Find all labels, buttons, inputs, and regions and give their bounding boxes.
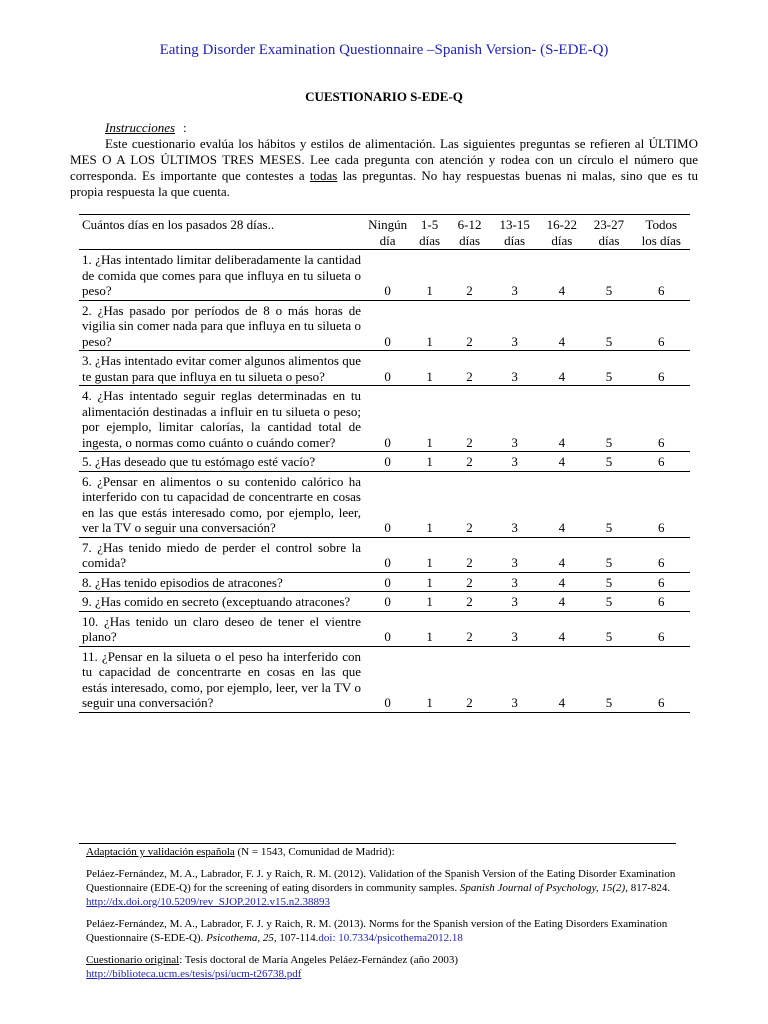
- response-option[interactable]: 5: [605, 283, 613, 298]
- reference-1-link[interactable]: http://dx.doi.org/10.5209/rev_SJOP.2012.v15.n2.38893: [86, 896, 330, 908]
- response-option[interactable]: 3: [511, 283, 518, 298]
- response-option[interactable]: 4: [558, 333, 566, 349]
- response-option[interactable]: 1: [426, 368, 433, 384]
- question-text: 5. ¿Has deseado que tu estómago esté vacío?: [82, 454, 316, 469]
- response-option[interactable]: 2: [466, 574, 473, 590]
- response-option[interactable]: 3: [511, 594, 518, 609]
- response-option[interactable]: 4: [558, 594, 566, 609]
- response-option[interactable]: 0: [384, 629, 391, 644]
- column-header: 23-27 días: [593, 217, 625, 248]
- table-row: [79, 250, 690, 301]
- table-row: [79, 611, 690, 646]
- reference-1: Peláez-Fernández, M. A., Labrador, F. J. y Raich, R. M. (2012). Validation of the Spanish Version of the Eating Disorder Examination Questionnaire (EDE-Q) for the screening of eating disorders in community samples. Spanish Journal of Psychology, 15(2), 817-824. http://dx.doi.org/10.5209/rev_SJOP.2012.v15.n2.38893: [86, 868, 676, 908]
- question-text: 2. ¿Has pasado por períodos de 8 o más horas de vigilia sin comer nada para que influya en tu silueta o peso?: [82, 302, 361, 349]
- response-option[interactable]: 3: [511, 454, 518, 469]
- response-option[interactable]: 4: [558, 555, 566, 570]
- table-header-row: [79, 215, 690, 250]
- response-option[interactable]: 0: [384, 695, 391, 710]
- response-option[interactable]: 3: [511, 555, 518, 570]
- response-option[interactable]: 5: [605, 454, 613, 469]
- response-option[interactable]: 1: [426, 283, 433, 298]
- response-option[interactable]: 3: [511, 333, 518, 349]
- response-option[interactable]: 1: [426, 574, 433, 590]
- response-option[interactable]: 2: [466, 368, 473, 384]
- response-option[interactable]: 2: [466, 594, 473, 609]
- response-option[interactable]: 1: [426, 695, 433, 710]
- response-option[interactable]: 1: [426, 594, 433, 609]
- response-option[interactable]: 0: [384, 368, 391, 384]
- response-option[interactable]: 1: [426, 520, 433, 535]
- response-option[interactable]: 6: [658, 368, 665, 384]
- response-option[interactable]: 0: [384, 594, 391, 609]
- response-option[interactable]: 1: [426, 454, 433, 469]
- response-option[interactable]: 6: [658, 555, 665, 570]
- question-text: 1. ¿Has intentado limitar deliberadamente la cantidad de comida que comes para que influya en tu silueta o peso?: [82, 252, 361, 298]
- response-option[interactable]: 0: [384, 454, 391, 469]
- adaptation-note: Adaptación y validación española (N = 1543, Comunidad de Madrid):: [86, 846, 395, 858]
- response-option[interactable]: 5: [605, 368, 613, 384]
- response-option[interactable]: 6: [658, 283, 665, 298]
- table-row: [79, 572, 690, 592]
- column-header: 13-15 días: [499, 217, 530, 248]
- response-option[interactable]: 2: [466, 520, 473, 535]
- table-row: [79, 386, 690, 452]
- response-option[interactable]: 4: [558, 454, 566, 469]
- reference-2-link[interactable]: doi: 10.7334/psicothema2012.18: [318, 932, 463, 944]
- response-option[interactable]: 0: [384, 283, 391, 298]
- response-option[interactable]: 3: [511, 629, 518, 644]
- instructions-underlined-word: todas: [309, 168, 338, 183]
- table-row: [79, 471, 690, 537]
- table-row: [79, 351, 690, 386]
- response-option[interactable]: 2: [466, 283, 473, 298]
- response-option[interactable]: 5: [605, 333, 613, 349]
- question-text: 8. ¿Has tenido episodios de atracones?: [82, 574, 283, 590]
- response-option[interactable]: 0: [384, 434, 391, 450]
- response-option[interactable]: 3: [511, 434, 518, 450]
- response-option[interactable]: 0: [384, 520, 391, 535]
- response-option[interactable]: 6: [658, 520, 665, 535]
- response-option[interactable]: 6: [658, 574, 665, 590]
- question-text: 7. ¿Has tenido miedo de perder el control sobre la comida?: [82, 539, 361, 570]
- response-option[interactable]: 5: [605, 695, 613, 710]
- table-row: [79, 300, 690, 351]
- response-option[interactable]: 5: [605, 574, 613, 590]
- question-text: 4. ¿Has intentado seguir reglas determinadas en tu alimentación destinadas a influir en tu silueta o peso; por ejemplo, limitar calorías, la cantidad total de ingesta, o normas como cuánto o cuándo comer?: [82, 388, 361, 450]
- response-option[interactable]: 0: [384, 555, 391, 570]
- response-option[interactable]: 2: [466, 333, 473, 349]
- response-option[interactable]: 4: [558, 368, 566, 384]
- response-option[interactable]: 2: [466, 629, 473, 644]
- response-option[interactable]: 1: [426, 434, 433, 450]
- instructions-text: [70, 136, 698, 200]
- response-option[interactable]: 5: [605, 555, 613, 570]
- reference-2: Peláez-Fernández, M. A., Labrador, F. J. y Raich, R. M. (2013). Norms for the Spanish version of the Eating Disorders Examination Questionnaire (S-EDE-Q). Psicothema, 25, 107-114.doi: 10.7334/psicothema2012.18: [86, 918, 668, 944]
- response-option[interactable]: 6: [658, 333, 665, 349]
- header-question: Cuántos días en los pasados 28 días..: [82, 217, 275, 232]
- response-option[interactable]: 0: [384, 333, 391, 349]
- question-text: 3. ¿Has intentado evitar comer algunos alimentos que te gustan para que influya en tu silueta o peso?: [82, 353, 361, 384]
- response-option[interactable]: 3: [511, 574, 518, 590]
- response-option[interactable]: 6: [658, 434, 665, 450]
- original-source-link[interactable]: http://biblioteca.ucm.es/tesis/psi/ucm-t26738.pdf: [86, 968, 302, 980]
- response-option[interactable]: 4: [558, 574, 566, 590]
- response-option[interactable]: 5: [605, 629, 613, 644]
- column-header: Todos los días: [641, 217, 681, 248]
- references-divider: [79, 843, 676, 844]
- response-option[interactable]: 2: [466, 555, 473, 570]
- response-option[interactable]: 2: [466, 434, 473, 450]
- instructions-label: Instrucciones: [105, 120, 176, 135]
- response-option[interactable]: 1: [426, 555, 433, 570]
- response-option[interactable]: 5: [605, 434, 613, 450]
- response-option[interactable]: 3: [511, 520, 518, 535]
- response-option[interactable]: 1: [426, 629, 433, 644]
- response-option[interactable]: 4: [558, 434, 566, 450]
- response-option[interactable]: 4: [558, 520, 566, 535]
- response-option[interactable]: 4: [558, 695, 566, 710]
- response-option[interactable]: 6: [658, 454, 665, 469]
- response-option[interactable]: 4: [558, 283, 566, 298]
- response-option[interactable]: 3: [511, 368, 518, 384]
- question-text: 11. ¿Pensar en la silueta o el peso ha interferido con tu capacidad de concentrarte en cosas en las que estás interesado, como, por ejemplo, leer, ver la TV o seguir una conversación?: [82, 648, 361, 710]
- instructions-text-part2: las preguntas. No hay respuestas buenas ni malas, sino que es tu propia respuesta la que cuenta.: [70, 168, 698, 199]
- response-option[interactable]: 6: [658, 695, 665, 710]
- table-row: [79, 646, 690, 712]
- original-source: Cuestionario original: Tesis doctoral de María Angeles Peláez-Fernández (año 2003) http://biblioteca.ucm.es/tesis/psi/ucm-t26738.pdf: [86, 954, 459, 980]
- response-option[interactable]: 6: [658, 594, 665, 609]
- question-text: 9. ¿Has comido en secreto (exceptuando atracones?: [82, 594, 351, 609]
- response-option[interactable]: 2: [466, 695, 473, 710]
- instructions: [70, 120, 698, 200]
- response-option[interactable]: 6: [658, 629, 665, 644]
- response-option[interactable]: 4: [558, 629, 566, 644]
- page-title: Eating Disorder Examination Questionnaire –Spanish Version- (S-EDE-Q): [159, 42, 609, 58]
- response-option[interactable]: 5: [605, 594, 613, 609]
- table-row: [79, 537, 690, 572]
- questionnaire-title: CUESTIONARIO S-EDE-Q: [305, 89, 463, 104]
- column-header: 1-5 días: [419, 217, 441, 248]
- column-header: 16-22 días: [546, 217, 577, 248]
- instructions-colon: :: [183, 120, 187, 135]
- response-option[interactable]: 1: [426, 333, 433, 349]
- table-row: [79, 592, 690, 612]
- question-text: 6. ¿Pensar en alimentos o su contenido calórico ha interferido con tu capacidad de concentrarte en cosas en las que estás interesado como, por ejemplo, leer, ver la TV o seguir una conversación?: [82, 473, 361, 535]
- column-header: 6-12 días: [457, 217, 482, 248]
- questionnaire-table: [79, 214, 690, 713]
- response-option[interactable]: 5: [605, 520, 613, 535]
- references: [86, 845, 686, 981]
- table-row: [79, 452, 690, 472]
- question-text: 10. ¿Has tenido un claro deseo de tener el vientre plano?: [82, 613, 361, 644]
- response-option[interactable]: 2: [466, 454, 473, 469]
- instructions-text-part1: Este cuestionario evalúa los hábitos y estilos de alimentación. Las siguientes preguntas se refieren al ÚLTIMO MES O A LOS ÚLTIMOS TRES MESES. Lee cada pregunta con atención y rodea con un círculo el número que corresponda. Es importante que contestes a: [70, 136, 698, 183]
- response-option[interactable]: 0: [384, 574, 391, 590]
- column-header: Ningún día: [368, 217, 408, 248]
- response-option[interactable]: 3: [511, 695, 518, 710]
